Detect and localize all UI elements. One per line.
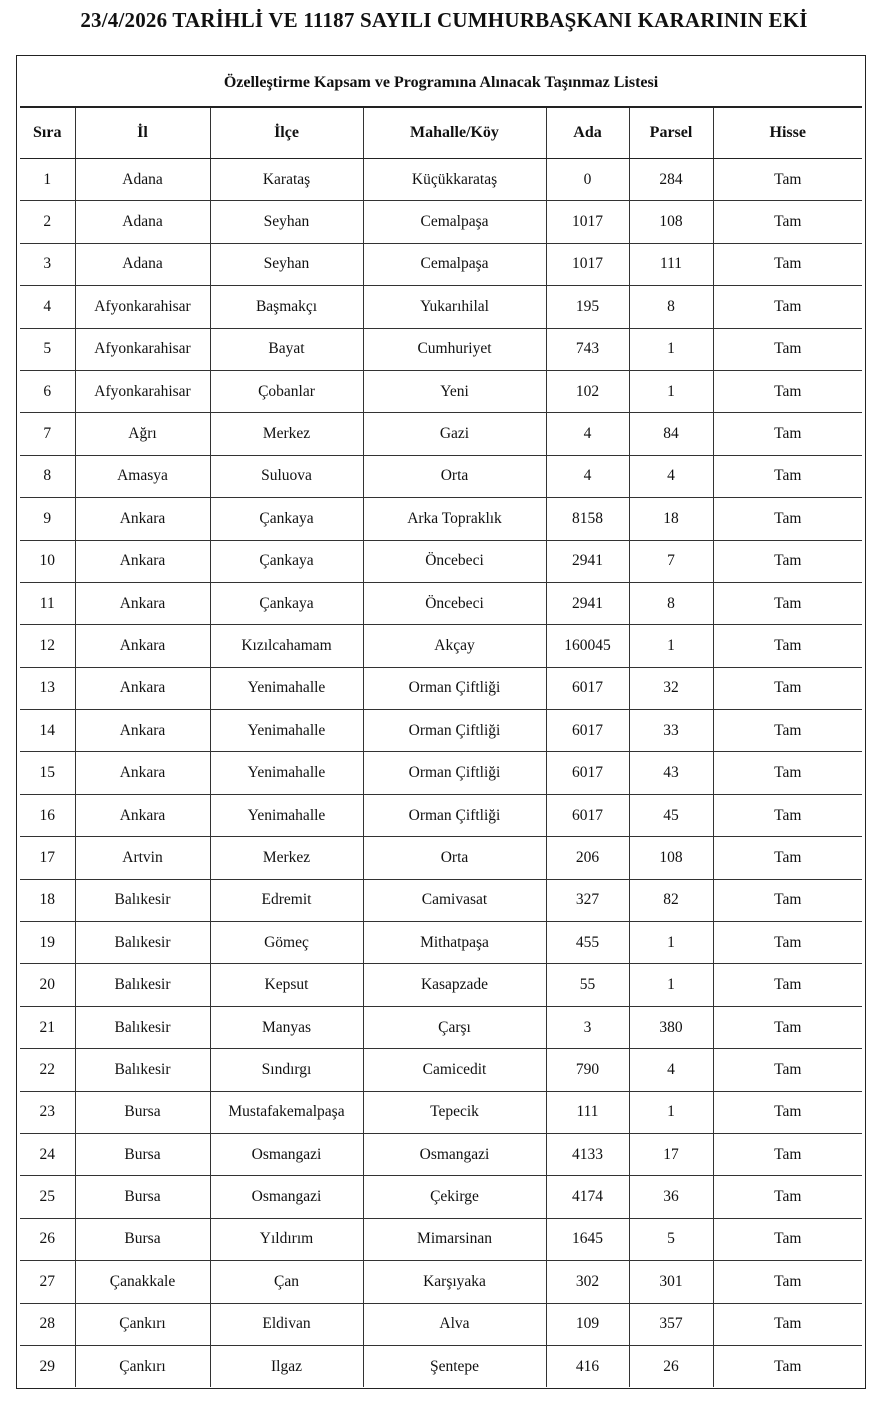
cell-mahalle: Orman Çiftliği (363, 667, 546, 709)
cell-mahalle: Öncebeci (363, 540, 546, 582)
cell-ilce: Suluova (210, 455, 363, 497)
cell-ilce: Sındırgı (210, 1049, 363, 1091)
cell-il: Artvin (75, 837, 210, 879)
cell-parsel: 111 (629, 243, 713, 285)
cell-ilce: Yenimahalle (210, 667, 363, 709)
cell-sira: 10 (20, 540, 75, 582)
cell-mahalle: Çarşı (363, 1006, 546, 1048)
cell-hisse: Tam (713, 879, 862, 921)
table-row (20, 752, 862, 794)
cell-ada: 206 (546, 837, 629, 879)
cell-sira: 1 (20, 159, 75, 201)
cell-sira: 25 (20, 1176, 75, 1218)
cell-parsel: 380 (629, 1006, 713, 1048)
cell-il: Ankara (75, 498, 210, 540)
cell-mahalle: Küçükkarataş (363, 159, 546, 201)
table-row (20, 1006, 862, 1048)
cell-parsel: 8 (629, 286, 713, 328)
cell-hisse: Tam (713, 540, 862, 582)
cell-il: Ankara (75, 540, 210, 582)
cell-mahalle: Yukarıhilal (363, 286, 546, 328)
cell-ada: 1017 (546, 243, 629, 285)
cell-sira: 18 (20, 879, 75, 921)
cell-ada: 6017 (546, 710, 629, 752)
cell-ilce: Yıldırım (210, 1218, 363, 1260)
cell-ilce: Mustafakemalpaşa (210, 1091, 363, 1133)
cell-hisse: Tam (713, 286, 862, 328)
cell-parsel: 357 (629, 1303, 713, 1345)
cell-ilce: Çobanlar (210, 370, 363, 412)
cell-ada: 743 (546, 328, 629, 370)
cell-ilce: Çankaya (210, 540, 363, 582)
cell-il: Balıkesir (75, 964, 210, 1006)
cell-mahalle: Çekirge (363, 1176, 546, 1218)
cell-parsel: 284 (629, 159, 713, 201)
cell-ilce: Çan (210, 1261, 363, 1303)
cell-mahalle: Gazi (363, 413, 546, 455)
cell-parsel: 1 (629, 370, 713, 412)
cell-ilce: Yenimahalle (210, 710, 363, 752)
cell-parsel: 1 (629, 328, 713, 370)
table-row (20, 243, 862, 285)
cell-il: Afyonkarahisar (75, 370, 210, 412)
cell-ada: 6017 (546, 667, 629, 709)
cell-mahalle: Akçay (363, 625, 546, 667)
cell-sira: 17 (20, 837, 75, 879)
cell-il: Adana (75, 243, 210, 285)
cell-ilce: Çankaya (210, 498, 363, 540)
cell-sira: 21 (20, 1006, 75, 1048)
cell-sira: 28 (20, 1303, 75, 1345)
table-row (20, 159, 862, 201)
cell-parsel: 1 (629, 1091, 713, 1133)
cell-ilce: Yenimahalle (210, 752, 363, 794)
cell-il: Bursa (75, 1091, 210, 1133)
cell-sira: 19 (20, 922, 75, 964)
cell-ilce: Ilgaz (210, 1345, 363, 1387)
cell-sira: 29 (20, 1345, 75, 1387)
cell-mahalle: Cemalpaşa (363, 243, 546, 285)
cell-parsel: 4 (629, 1049, 713, 1091)
cell-hisse: Tam (713, 1176, 862, 1218)
cell-parsel: 32 (629, 667, 713, 709)
cell-sira: 9 (20, 498, 75, 540)
cell-sira: 14 (20, 710, 75, 752)
cell-il: Ağrı (75, 413, 210, 455)
cell-parsel: 82 (629, 879, 713, 921)
cell-il: Balıkesir (75, 879, 210, 921)
cell-sira: 12 (20, 625, 75, 667)
cell-il: Adana (75, 159, 210, 201)
cell-parsel: 7 (629, 540, 713, 582)
cell-parsel: 26 (629, 1345, 713, 1387)
cell-hisse: Tam (713, 710, 862, 752)
cell-mahalle: Camicedit (363, 1049, 546, 1091)
cell-il: Afyonkarahisar (75, 328, 210, 370)
cell-parsel: 4 (629, 455, 713, 497)
cell-ilce: Manyas (210, 1006, 363, 1048)
cell-parsel: 301 (629, 1261, 713, 1303)
cell-ada: 302 (546, 1261, 629, 1303)
cell-mahalle: Orta (363, 837, 546, 879)
cell-mahalle: Öncebeci (363, 582, 546, 624)
table-row (20, 1049, 862, 1091)
cell-parsel: 108 (629, 201, 713, 243)
cell-hisse: Tam (713, 667, 862, 709)
table-row (20, 1176, 862, 1218)
table-row (20, 1133, 862, 1175)
cell-sira: 8 (20, 455, 75, 497)
cell-hisse: Tam (713, 455, 862, 497)
header-ada: Ada (546, 108, 629, 159)
cell-ada: 102 (546, 370, 629, 412)
cell-ilce: Eldivan (210, 1303, 363, 1345)
cell-sira: 7 (20, 413, 75, 455)
table-row (20, 201, 862, 243)
cell-il: Ankara (75, 667, 210, 709)
cell-mahalle: Mithatpaşa (363, 922, 546, 964)
cell-mahalle: Karşıyaka (363, 1261, 546, 1303)
cell-il: Balıkesir (75, 1049, 210, 1091)
cell-il: Ankara (75, 625, 210, 667)
cell-hisse: Tam (713, 413, 862, 455)
header-mahalle: Mahalle/Köy (363, 108, 546, 159)
cell-ilce: Seyhan (210, 243, 363, 285)
cell-sira: 5 (20, 328, 75, 370)
cell-il: Ankara (75, 752, 210, 794)
header-hisse: Hisse (713, 108, 862, 159)
cell-ada: 416 (546, 1345, 629, 1387)
cell-hisse: Tam (713, 328, 862, 370)
cell-ada: 8158 (546, 498, 629, 540)
cell-hisse: Tam (713, 159, 862, 201)
cell-hisse: Tam (713, 243, 862, 285)
table-row (20, 879, 862, 921)
cell-il: Bursa (75, 1218, 210, 1260)
cell-hisse: Tam (713, 1218, 862, 1260)
cell-hisse: Tam (713, 201, 862, 243)
cell-mahalle: Cemalpaşa (363, 201, 546, 243)
table-caption: Özelleştirme Kapsam ve Programına Alınacak Taşınmaz Listesi (20, 59, 862, 108)
cell-mahalle: Yeni (363, 370, 546, 412)
cell-ilce: Çankaya (210, 582, 363, 624)
cell-parsel: 18 (629, 498, 713, 540)
cell-sira: 23 (20, 1091, 75, 1133)
cell-il: Balıkesir (75, 1006, 210, 1048)
table-row (20, 455, 862, 497)
table-row (20, 540, 862, 582)
cell-ilce: Merkez (210, 413, 363, 455)
cell-hisse: Tam (713, 964, 862, 1006)
cell-sira: 15 (20, 752, 75, 794)
list-frame (16, 55, 866, 1389)
cell-mahalle: Alva (363, 1303, 546, 1345)
cell-mahalle: Orman Çiftliği (363, 710, 546, 752)
cell-parsel: 84 (629, 413, 713, 455)
cell-ada: 2941 (546, 540, 629, 582)
cell-hisse: Tam (713, 794, 862, 836)
cell-sira: 6 (20, 370, 75, 412)
cell-il: Bursa (75, 1176, 210, 1218)
cell-mahalle: Camivasat (363, 879, 546, 921)
cell-ada: 6017 (546, 752, 629, 794)
cell-il: Ankara (75, 794, 210, 836)
property-table (20, 108, 862, 1387)
cell-il: Çankırı (75, 1345, 210, 1387)
cell-mahalle: Şentepe (363, 1345, 546, 1387)
cell-parsel: 1 (629, 625, 713, 667)
cell-mahalle: Kasapzade (363, 964, 546, 1006)
table-row (20, 370, 862, 412)
cell-ilce: Osmangazi (210, 1176, 363, 1218)
cell-ilce: Bayat (210, 328, 363, 370)
cell-ada: 1017 (546, 201, 629, 243)
cell-hisse: Tam (713, 1345, 862, 1387)
cell-hisse: Tam (713, 1091, 862, 1133)
cell-ada: 2941 (546, 582, 629, 624)
cell-sira: 16 (20, 794, 75, 836)
cell-il: Adana (75, 201, 210, 243)
header-il: İl (75, 108, 210, 159)
table-row (20, 1218, 862, 1260)
cell-hisse: Tam (713, 625, 862, 667)
cell-ilce: Yenimahalle (210, 794, 363, 836)
cell-parsel: 17 (629, 1133, 713, 1175)
cell-il: Balıkesir (75, 922, 210, 964)
cell-ada: 4 (546, 455, 629, 497)
table-row (20, 1303, 862, 1345)
cell-mahalle: Orman Çiftliği (363, 752, 546, 794)
cell-parsel: 43 (629, 752, 713, 794)
cell-hisse: Tam (713, 1049, 862, 1091)
cell-sira: 3 (20, 243, 75, 285)
cell-parsel: 33 (629, 710, 713, 752)
cell-sira: 22 (20, 1049, 75, 1091)
table-header-row (20, 108, 862, 159)
cell-ilce: Başmakçı (210, 286, 363, 328)
cell-il: Ankara (75, 582, 210, 624)
cell-mahalle: Arka Topraklık (363, 498, 546, 540)
table-row (20, 837, 862, 879)
cell-parsel: 1 (629, 922, 713, 964)
cell-hisse: Tam (713, 1261, 862, 1303)
cell-ilce: Karataş (210, 159, 363, 201)
cell-ada: 3 (546, 1006, 629, 1048)
table-row (20, 667, 862, 709)
table-body (20, 159, 862, 1388)
list-frame-inner (20, 59, 862, 1385)
cell-ada: 1645 (546, 1218, 629, 1260)
cell-sira: 4 (20, 286, 75, 328)
cell-ilce: Seyhan (210, 201, 363, 243)
cell-hisse: Tam (713, 1006, 862, 1048)
cell-ada: 327 (546, 879, 629, 921)
cell-ilce: Kızılcahamam (210, 625, 363, 667)
cell-ilce: Gömeç (210, 922, 363, 964)
cell-mahalle: Osmangazi (363, 1133, 546, 1175)
cell-ilce: Kepsut (210, 964, 363, 1006)
cell-sira: 11 (20, 582, 75, 624)
document-title: 23/4/2026 TARİHLİ VE 11187 SAYILI CUMHURBAŞKANI KARARININ EKİ (80, 8, 808, 32)
cell-hisse: Tam (713, 837, 862, 879)
cell-ada: 6017 (546, 794, 629, 836)
table-row (20, 286, 862, 328)
cell-il: Çankırı (75, 1303, 210, 1345)
table-row (20, 582, 862, 624)
table-row (20, 1345, 862, 1387)
cell-hisse: Tam (713, 922, 862, 964)
cell-ada: 195 (546, 286, 629, 328)
cell-il: Bursa (75, 1133, 210, 1175)
cell-ada: 4 (546, 413, 629, 455)
header-parsel: Parsel (629, 108, 713, 159)
cell-mahalle: Orta (363, 455, 546, 497)
cell-ada: 109 (546, 1303, 629, 1345)
cell-ilce: Osmangazi (210, 1133, 363, 1175)
cell-hisse: Tam (713, 370, 862, 412)
cell-il: Afyonkarahisar (75, 286, 210, 328)
table-row (20, 625, 862, 667)
cell-parsel: 5 (629, 1218, 713, 1260)
cell-ada: 4133 (546, 1133, 629, 1175)
cell-sira: 20 (20, 964, 75, 1006)
cell-ada: 0 (546, 159, 629, 201)
header-sira: Sıra (20, 108, 75, 159)
cell-hisse: Tam (713, 752, 862, 794)
cell-ada: 160045 (546, 625, 629, 667)
cell-ada: 111 (546, 1091, 629, 1133)
cell-parsel: 8 (629, 582, 713, 624)
cell-ilce: Edremit (210, 879, 363, 921)
table-row (20, 794, 862, 836)
cell-sira: 2 (20, 201, 75, 243)
cell-ilce: Merkez (210, 837, 363, 879)
cell-mahalle: Mimarsinan (363, 1218, 546, 1260)
cell-mahalle: Tepecik (363, 1091, 546, 1133)
cell-sira: 27 (20, 1261, 75, 1303)
cell-hisse: Tam (713, 498, 862, 540)
cell-hisse: Tam (713, 582, 862, 624)
table-row (20, 328, 862, 370)
header-ilce: İlçe (210, 108, 363, 159)
cell-sira: 24 (20, 1133, 75, 1175)
cell-parsel: 45 (629, 794, 713, 836)
cell-sira: 26 (20, 1218, 75, 1260)
cell-il: Ankara (75, 710, 210, 752)
cell-mahalle: Orman Çiftliği (363, 794, 546, 836)
table-row (20, 1261, 862, 1303)
cell-hisse: Tam (713, 1133, 862, 1175)
table-row (20, 710, 862, 752)
cell-hisse: Tam (713, 1303, 862, 1345)
cell-parsel: 108 (629, 837, 713, 879)
table-row (20, 1091, 862, 1133)
cell-ada: 790 (546, 1049, 629, 1091)
cell-parsel: 1 (629, 964, 713, 1006)
table-row (20, 413, 862, 455)
cell-sira: 13 (20, 667, 75, 709)
table-row (20, 922, 862, 964)
table-row (20, 964, 862, 1006)
cell-ada: 55 (546, 964, 629, 1006)
cell-mahalle: Cumhuriyet (363, 328, 546, 370)
table-row (20, 498, 862, 540)
cell-ada: 455 (546, 922, 629, 964)
cell-ada: 4174 (546, 1176, 629, 1218)
cell-il: Çanakkale (75, 1261, 210, 1303)
cell-parsel: 36 (629, 1176, 713, 1218)
cell-il: Amasya (75, 455, 210, 497)
